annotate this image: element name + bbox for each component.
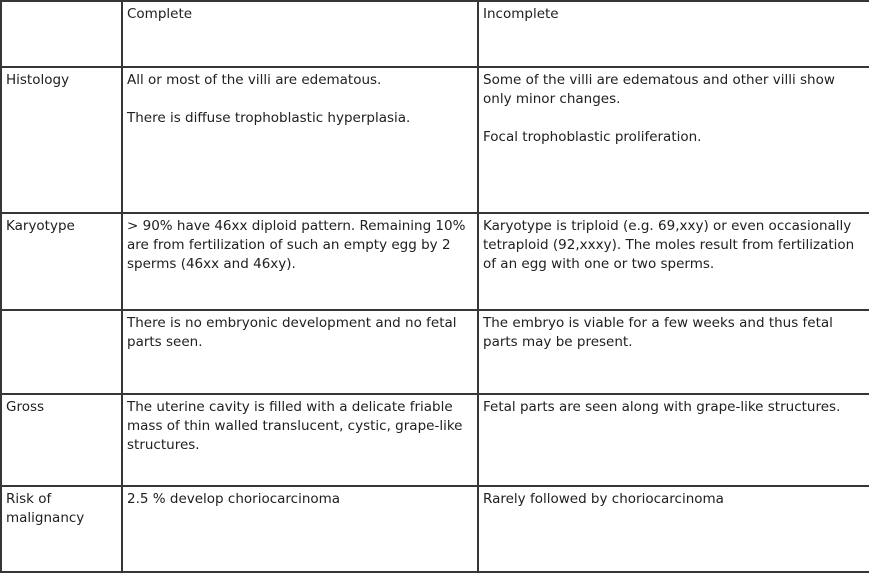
cell-karyotype-complete — [122, 213, 478, 310]
cell-risk-incomplete — [478, 486, 869, 572]
header-complete: Complete — [122, 1, 478, 67]
cell-histology-incomplete — [478, 67, 869, 213]
cell-paragraph: 2.5 % develop choriocarcinoma — [127, 491, 341, 507]
row-label-empty — [1, 310, 122, 394]
cell-paragraph: There is diffuse trophoblastic hyperplasia. — [127, 110, 411, 126]
cell-gross-incomplete — [478, 394, 869, 486]
cell-gross-complete — [122, 394, 478, 486]
cell-paragraph: Some of the villi are edematous and other villi show only minor changes. — [483, 72, 835, 107]
cell-paragraph: All or most of the villi are edematous. — [127, 72, 382, 88]
cell-paragraph: Fetal parts are seen along with grape-like structures. — [483, 399, 841, 415]
cell-risk-complete — [122, 486, 478, 572]
cell-paragraph: There is no embryonic development and no fetal parts seen. — [127, 315, 457, 350]
cell-paragraph: Karyotype is triploid (e.g. 69,xxy) or even occasionally tetraploid (92,xxxy). The moles result from fertilization of an egg with one or two sperms. — [483, 218, 855, 272]
cell-histology-complete — [122, 67, 478, 213]
header-incomplete: Incomplete — [478, 1, 869, 67]
cell-embryo-complete — [122, 310, 478, 394]
header-row — [1, 1, 869, 67]
row-karyotype — [1, 213, 869, 310]
row-label-gross: Gross — [1, 394, 122, 486]
cell-karyotype-incomplete — [478, 213, 869, 310]
row-label-risk-of-malignancy: Risk of malignancy — [1, 486, 122, 572]
cell-paragraph: > 90% have 46xx diploid pattern. Remaining 10% are from fertilization of such an empty egg by 2 sperms (46xx and 46xy). — [127, 218, 466, 272]
cell-paragraph: Focal trophoblastic proliferation. — [483, 129, 702, 145]
row-histology — [1, 67, 869, 213]
cell-embryo-incomplete — [478, 310, 869, 394]
row-embryonic-development — [1, 310, 869, 394]
cell-paragraph: The uterine cavity is filled with a delicate friable mass of thin walled translucent, cystic, grape-like structures. — [127, 399, 463, 453]
row-label-karyotype: Karyotype — [1, 213, 122, 310]
row-risk-of-malignancy — [1, 486, 869, 572]
header-corner-cell — [1, 1, 122, 67]
row-gross — [1, 394, 869, 486]
row-label-histology: Histology — [1, 67, 122, 213]
cell-paragraph: Rarely followed by choriocarcinoma — [483, 491, 724, 507]
cell-paragraph: The embryo is viable for a few weeks and thus fetal parts may be present. — [483, 315, 833, 350]
